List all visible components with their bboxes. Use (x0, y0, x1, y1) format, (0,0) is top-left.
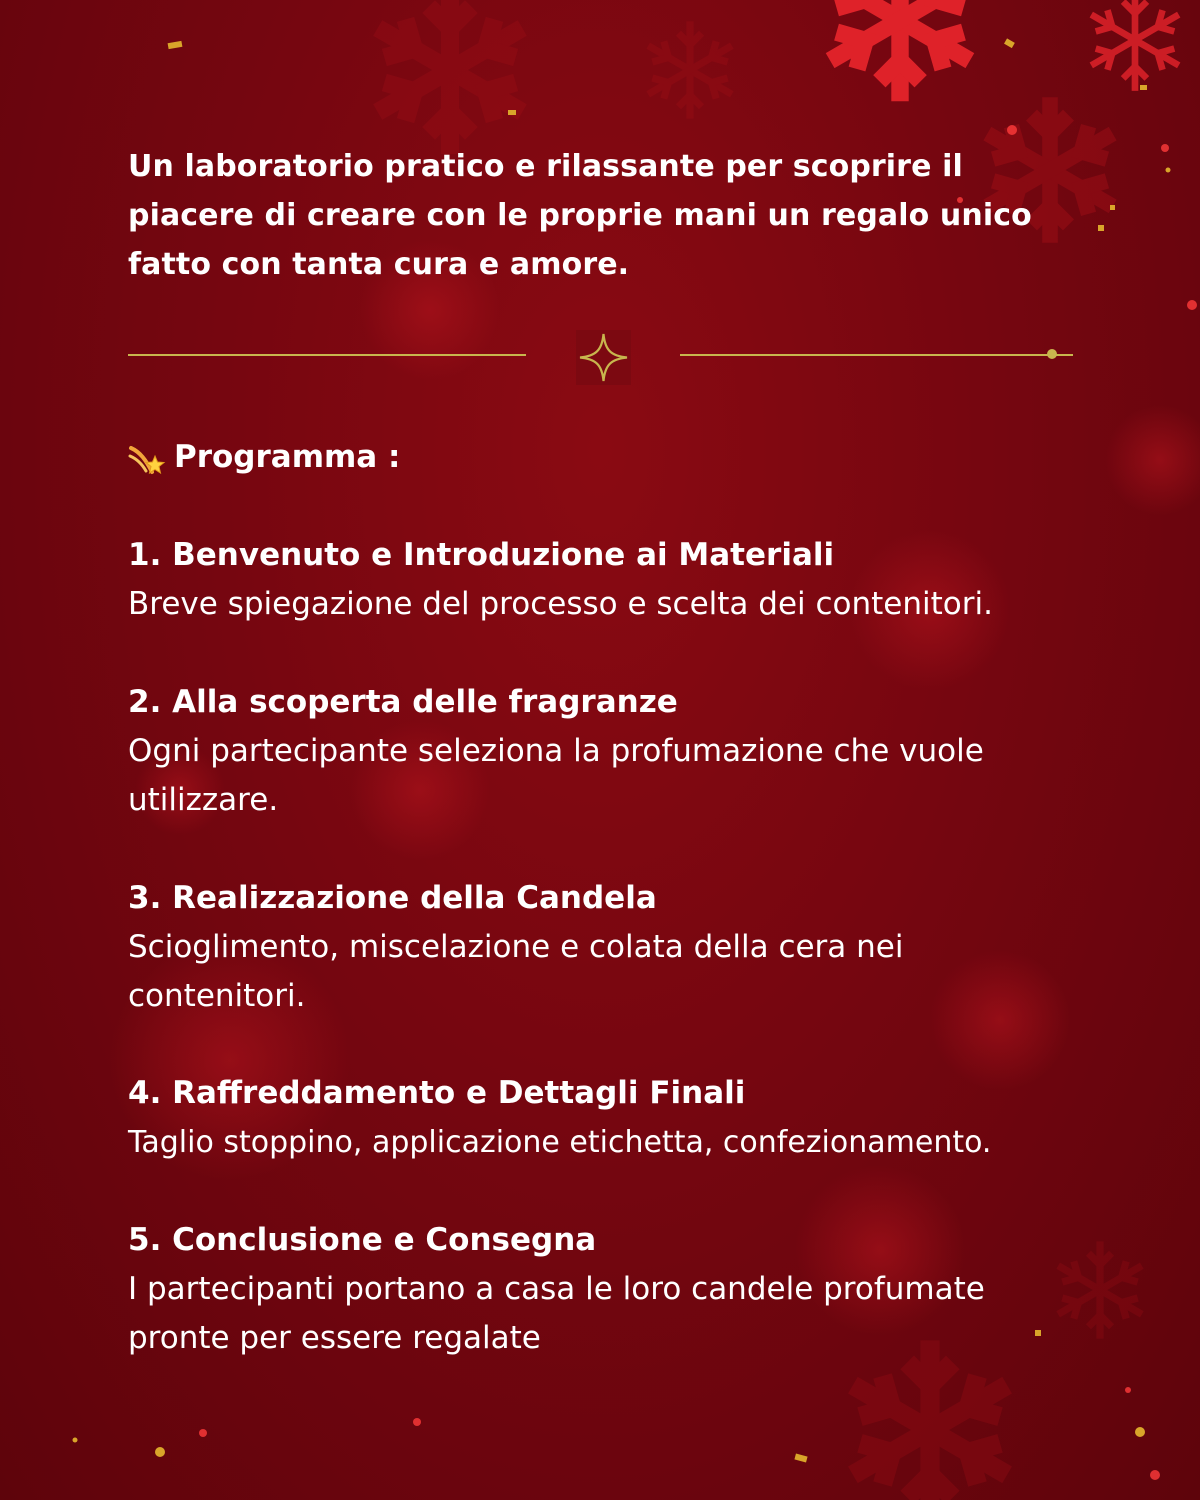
program-step (128, 1216, 1088, 1363)
step-title: 2. Alla scoperta delle fragranze (128, 684, 678, 720)
divider-line-left (128, 354, 526, 356)
divider-line-right (680, 354, 1073, 356)
step-description: Breve spiegazione del processo e scelta dei contenitori. (128, 586, 993, 622)
program-heading (128, 434, 400, 480)
program-step (128, 874, 1088, 1021)
step-description: Taglio stoppino, applicazione etichetta, confezionamento. (128, 1125, 992, 1160)
divider-dot (1047, 349, 1057, 359)
step-title: 3. Realizzazione della Candela (128, 880, 657, 916)
step-title: 4. Raffreddamento e Dettagli Finali (128, 1075, 746, 1111)
program-step (128, 678, 1088, 825)
step-title: 5. Conclusione e Consegna (128, 1222, 597, 1258)
sparkle-icon (576, 330, 631, 385)
ornamental-divider (128, 326, 1073, 386)
step-description: Scioglimento, miscelazione e colata della cera nei contenitori. (128, 929, 904, 1014)
intro-text: Un laboratorio pratico e rilassante per scoprire il piacere di creare con le proprie mani un regalo unico fatto con tanta cura e amore. (128, 149, 1032, 282)
step-description: Ogni partecipante seleziona la profumazione che vuole utilizzare. (128, 733, 984, 818)
program-step (128, 1069, 1088, 1167)
program-title: Programma : (174, 439, 401, 475)
step-description: I partecipanti portano a casa le loro candele profumate pronte per essere regalate (128, 1271, 985, 1356)
shooting-star-icon (128, 438, 166, 476)
program-step (128, 531, 1088, 629)
step-title: 1. Benvenuto e Introduzione ai Materiali (128, 537, 835, 573)
